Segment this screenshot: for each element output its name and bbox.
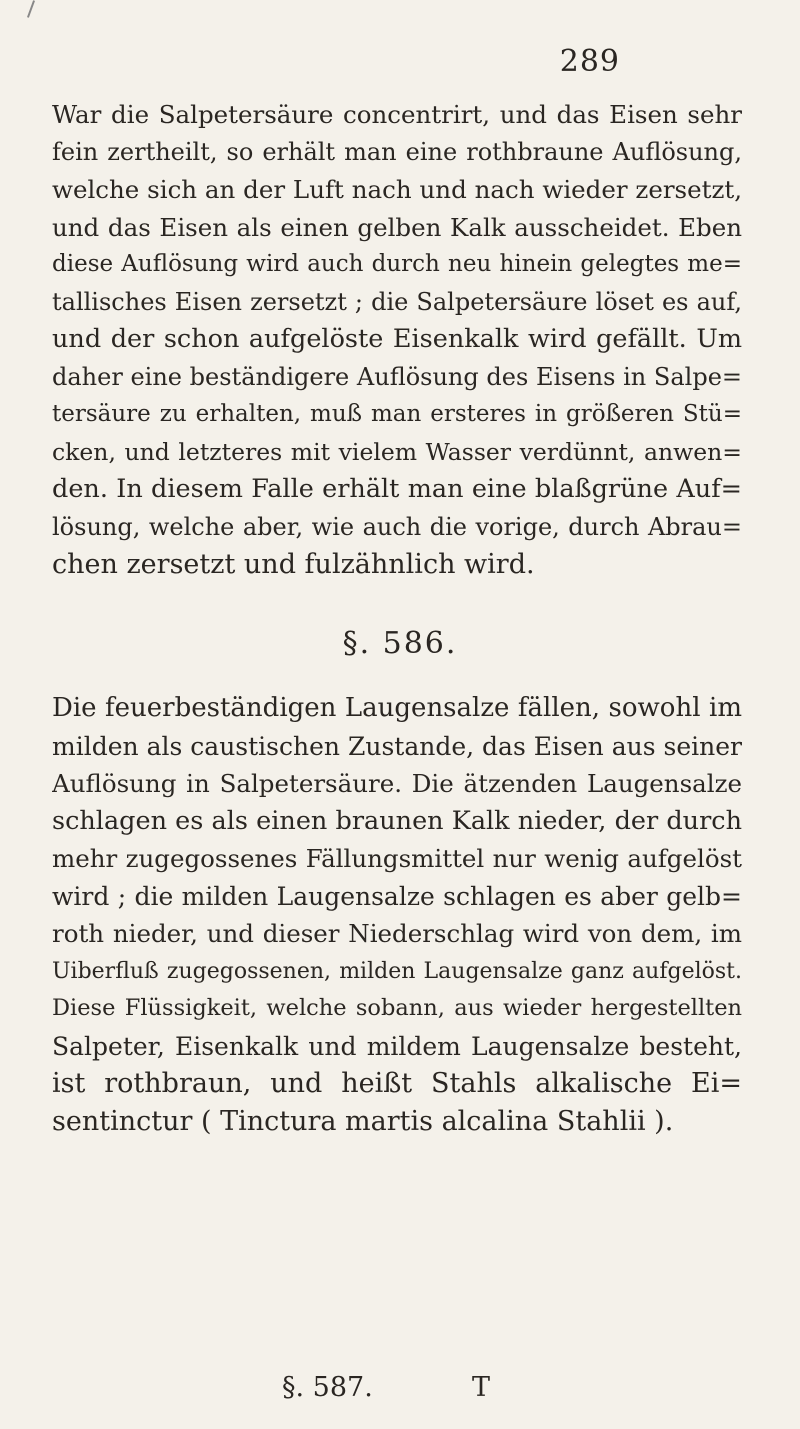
text-line: mehr zugegossenes Fällungsmittel nur wenig aufgelöst [52, 844, 742, 873]
catchword: §. 587. [282, 1372, 373, 1403]
text-line: chen zersetzt und fulzähnlich wird. [52, 549, 535, 580]
text-line: schlagen es als einen braunen Kalk nieder, der durch [52, 805, 742, 836]
text-line: War die Salpetersäure concentrirt, und das Eisen sehr [52, 100, 742, 129]
text-line: tallisches Eisen zersetzt ; die Salpetersäure löset es auf, [52, 287, 742, 316]
text-line: Uiberfluß zugegossenen, milden Laugensalze ganz aufgelöst. [52, 958, 742, 984]
text-line: welche sich an der Luft nach und nach wieder zersetzt, [52, 175, 742, 204]
text-line: milden als caustischen Zustande, das Eisen aus seiner [52, 731, 742, 761]
text-line: Auflösung in Salpetersäure. Die ätzenden Laugensalze [52, 769, 742, 798]
text-line: Diese Flüssigkeit, welche sobann, aus wieder hergestellten [52, 995, 742, 1021]
page-number: 289 [559, 44, 620, 79]
text-line: und das Eisen als einen gelben Kalk ausscheidet. Eben [52, 212, 742, 242]
text-line: cken, und letzteres mit vielem Wasser verdünnt, anwen= [52, 437, 742, 466]
text-line: ist rothbraun, und heißt Stahls alkalische Ei= [52, 1068, 742, 1099]
text-line: Salpeter, Eisenkalk und mildem Laugensalze besteht, [52, 1031, 742, 1061]
text-line: lösung, welche aber, wie auch die vorige, durch Abrau= [52, 512, 742, 541]
text-line: roth nieder, und dieser Niederschlag wird von dem, im [52, 919, 742, 948]
text-line: wird ; die milden Laugensalze schlagen es aber gelb= [52, 881, 742, 911]
text-line: sentinctur ( Tinctura martis alcalina Stahlii ). [52, 1105, 674, 1137]
text-line: tersäure zu erhalten, muß man ersteres in größeren Stü= [52, 401, 742, 427]
signature-mark: T [472, 1372, 491, 1403]
text-line: fein zertheilt, so erhält man eine rothbraune Auflösung, [52, 137, 742, 166]
corner-mark [27, 0, 35, 18]
text-line: und der schon aufgelöste Eisenkalk wird gefällt. Um [52, 324, 742, 354]
text-line: Die feuerbeständigen Laugensalze fällen, sowohl im [52, 693, 742, 723]
section-heading: §. 586. [342, 626, 458, 661]
text-line: den. In diesem Falle erhält man eine blaßgrüne Auf= [52, 474, 742, 504]
text-line: daher eine beständigere Auflösung des Eisens in Salpe= [52, 362, 742, 391]
text-line: diese Auflösung wird auch durch neu hinein gelegtes me= [52, 251, 742, 277]
paragraph-2 [52, 690, 742, 1140]
paragraph-1 [52, 96, 742, 584]
